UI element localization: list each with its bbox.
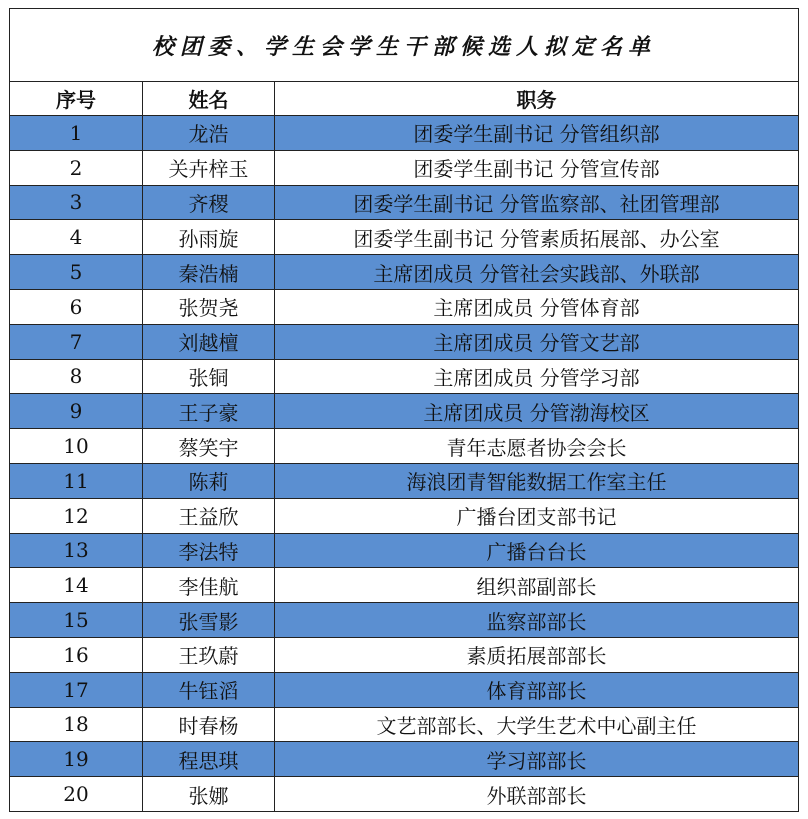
row-position: 广播台团支部书记	[275, 498, 799, 533]
row-index: 15	[10, 603, 143, 638]
row-name: 王玖蔚	[143, 637, 275, 672]
row-position: 团委学生副书记 分管宣传部	[275, 150, 799, 185]
row-index: 19	[10, 742, 143, 777]
table-row	[10, 185, 799, 220]
row-name: 蔡笑宇	[143, 429, 275, 464]
table-row	[10, 568, 799, 603]
row-index: 16	[10, 637, 143, 672]
row-position: 外联部部长	[275, 777, 799, 812]
table-row	[10, 289, 799, 324]
row-position: 主席团成员 分管社会实践部、外联部	[275, 255, 799, 290]
row-position: 学习部部长	[275, 742, 799, 777]
row-name: 刘越檀	[143, 324, 275, 359]
row-position: 团委学生副书记 分管组织部	[275, 116, 799, 151]
row-index: 11	[10, 463, 143, 498]
table-row	[10, 777, 799, 812]
header-position: 职务	[275, 82, 799, 116]
row-index: 18	[10, 707, 143, 742]
row-index: 17	[10, 672, 143, 707]
row-position: 团委学生副书记 分管素质拓展部、办公室	[275, 220, 799, 255]
candidate-list-table	[9, 8, 799, 812]
row-index: 13	[10, 533, 143, 568]
row-index: 10	[10, 429, 143, 464]
row-position: 组织部副部长	[275, 568, 799, 603]
header-name: 姓名	[143, 82, 275, 116]
table-row	[10, 742, 799, 777]
row-index: 3	[10, 185, 143, 220]
row-name: 王益欣	[143, 498, 275, 533]
table-row	[10, 255, 799, 290]
row-position: 青年志愿者协会会长	[275, 429, 799, 464]
row-index: 20	[10, 777, 143, 812]
table-row	[10, 429, 799, 464]
row-name: 程思琪	[143, 742, 275, 777]
row-index: 1	[10, 116, 143, 151]
row-name: 王子豪	[143, 394, 275, 429]
row-name: 时春杨	[143, 707, 275, 742]
row-position: 主席团成员 分管体育部	[275, 289, 799, 324]
table-row	[10, 116, 799, 151]
row-name: 张贺尧	[143, 289, 275, 324]
table-row	[10, 359, 799, 394]
row-position: 文艺部部长、大学生艺术中心副主任	[275, 707, 799, 742]
table-row	[10, 672, 799, 707]
row-index: 12	[10, 498, 143, 533]
row-name: 张娜	[143, 777, 275, 812]
table-row	[10, 220, 799, 255]
row-name: 张雪影	[143, 603, 275, 638]
row-index: 4	[10, 220, 143, 255]
row-position: 体育部部长	[275, 672, 799, 707]
header-row	[10, 82, 799, 116]
row-name: 李法特	[143, 533, 275, 568]
row-position: 主席团成员 分管渤海校区	[275, 394, 799, 429]
row-index: 2	[10, 150, 143, 185]
table-row	[10, 324, 799, 359]
row-name: 孙雨旋	[143, 220, 275, 255]
row-name: 关卉梓玉	[143, 150, 275, 185]
row-index: 5	[10, 255, 143, 290]
row-index: 9	[10, 394, 143, 429]
table-row	[10, 533, 799, 568]
table-row	[10, 463, 799, 498]
table-row	[10, 707, 799, 742]
row-index: 8	[10, 359, 143, 394]
row-index: 7	[10, 324, 143, 359]
row-index: 6	[10, 289, 143, 324]
table-title: 校团委、学生会学生干部候选人拟定名单	[10, 9, 799, 82]
row-position: 素质拓展部部长	[275, 637, 799, 672]
row-index: 14	[10, 568, 143, 603]
row-position: 团委学生副书记 分管监察部、社团管理部	[275, 185, 799, 220]
row-position: 海浪团青智能数据工作室主任	[275, 463, 799, 498]
row-name: 李佳航	[143, 568, 275, 603]
table-row	[10, 394, 799, 429]
table-body	[10, 116, 799, 812]
row-name: 龙浩	[143, 116, 275, 151]
header-index: 序号	[10, 82, 143, 116]
row-name: 陈莉	[143, 463, 275, 498]
table-row	[10, 603, 799, 638]
row-position: 主席团成员 分管文艺部	[275, 324, 799, 359]
table-row	[10, 637, 799, 672]
row-position: 监察部部长	[275, 603, 799, 638]
row-name: 牛钰滔	[143, 672, 275, 707]
row-position: 广播台台长	[275, 533, 799, 568]
row-name: 张铜	[143, 359, 275, 394]
table-row	[10, 498, 799, 533]
table-row	[10, 150, 799, 185]
row-position: 主席团成员 分管学习部	[275, 359, 799, 394]
row-name: 秦浩楠	[143, 255, 275, 290]
row-name: 齐稷	[143, 185, 275, 220]
